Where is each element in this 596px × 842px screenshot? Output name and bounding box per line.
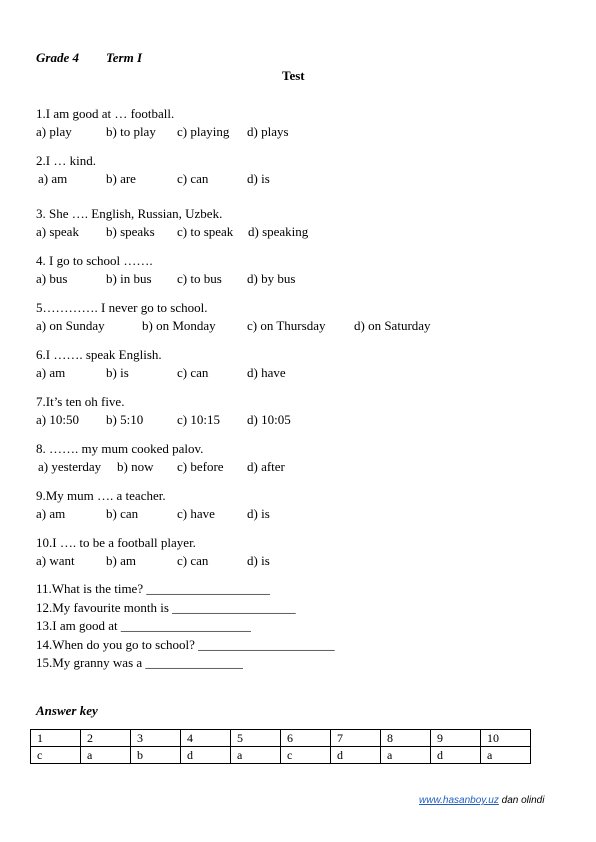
question-7-option-b: b) 5:10 [106, 412, 144, 427]
question-8-option-a: a) yesterday [38, 459, 102, 474]
footer-credit [419, 795, 544, 806]
answer-key-answer-3: b [131, 747, 181, 764]
question-1-option-b: b) to play [106, 124, 156, 139]
question-3-option-a: a) speak [36, 224, 79, 239]
question-10-option-d: d) is [247, 553, 270, 568]
footer-suffix: dan olindi [498, 795, 545, 806]
answer-key-answer-4: d [181, 747, 231, 764]
question-10-option-a: a) want [36, 553, 75, 568]
answer-key-number-8: 8 [381, 730, 431, 747]
question-3-option-d: d) speaking [248, 224, 309, 239]
question-7-option-c: c) 10:15 [177, 412, 220, 427]
question-9-option-d: d) is [247, 506, 270, 521]
question-2-option-d: d) is [247, 171, 270, 186]
question-1-option-c: c) playing [177, 124, 230, 139]
grade-label: Grade 4 [36, 50, 79, 65]
source-link[interactable]: www.hasanboy.uz [419, 795, 499, 806]
question-3-option-b: b) speaks [106, 224, 155, 239]
question-6-text: 6.I ……. speak English. [36, 347, 162, 362]
question-4-option-c: c) to bus [177, 271, 222, 286]
question-2-option-b: b) are [106, 171, 136, 186]
answer-key-number-7: 7 [331, 730, 381, 747]
question-10-option-b: b) am [106, 553, 136, 568]
answer-key-title: Answer key [36, 703, 98, 718]
answer-key-number-2: 2 [81, 730, 131, 747]
question-9-option-c: c) have [177, 506, 215, 521]
question-5-text: 5…………. I never go to school. [36, 300, 208, 315]
question-4-option-a: a) bus [36, 271, 68, 286]
open-question-15: 15.My granny was a _______________ [36, 655, 243, 670]
question-10-text: 10.I …. to be a football player. [36, 535, 196, 550]
answer-key-numbers-row [31, 730, 531, 747]
question-7-text: 7.It’s ten oh five. [36, 394, 125, 409]
question-10-option-c: c) can [177, 553, 209, 568]
answer-key-table [30, 729, 531, 764]
question-8-text: 8. ……. my mum cooked palov. [36, 441, 204, 456]
question-6-option-a: a) am [36, 365, 66, 380]
answer-key-answer-2: a [81, 747, 131, 764]
question-3-option-c: c) to speak [177, 224, 234, 239]
open-question-14: 14.When do you go to school? _____________________ [36, 636, 335, 652]
answer-key-number-6: 6 [281, 730, 331, 747]
question-6-option-d: d) have [247, 365, 286, 380]
question-2-option-a: a) am [38, 171, 68, 186]
question-1-option-d: d) plays [247, 124, 289, 139]
question-1-text: 1.I am good at … football. [36, 106, 175, 121]
question-5-option-a: a) on Sunday [36, 318, 105, 333]
answer-key-number-3: 3 [131, 730, 181, 747]
question-4-option-b: b) in bus [106, 271, 152, 286]
question-7-option-a: a) 10:50 [36, 412, 79, 427]
answer-key-answer-8: a [381, 747, 431, 764]
answer-key-number-4: 4 [181, 730, 231, 747]
open-question-13: 13.I am good at ____________________ [36, 618, 251, 633]
question-6-option-c: c) can [177, 365, 209, 380]
question-2-option-c: c) can [177, 171, 209, 186]
answer-key-answers-row [31, 747, 531, 764]
question-7-option-d: d) 10:05 [247, 412, 291, 427]
question-8-option-b: b) now [117, 459, 154, 474]
answer-key-answer-10: a [481, 747, 531, 764]
question-5-option-d: d) on Saturday [354, 318, 431, 333]
question-9-text: 9.My mum …. a teacher. [36, 488, 166, 503]
answer-key-answer-5: a [231, 747, 281, 764]
question-6-option-b: b) is [106, 365, 129, 380]
question-8-option-c: c) before [177, 459, 224, 474]
answer-key-answer-1: c [31, 747, 81, 764]
page-title: Test [282, 68, 305, 83]
question-2-text: 2.I … kind. [36, 153, 96, 168]
question-9-option-b: b) can [106, 506, 139, 521]
term-label: Term I [106, 50, 142, 65]
open-question-12: 12.My favourite month is ___________________ [36, 599, 296, 615]
question-4-option-d: d) by bus [247, 271, 296, 286]
answer-key-number-5: 5 [231, 730, 281, 747]
question-1-option-a: a) play [36, 124, 72, 139]
open-question-11: 11.What is the time? ___________________ [36, 581, 270, 596]
answer-key-number-10: 10 [481, 730, 531, 747]
question-4-text: 4. I go to school ……. [36, 253, 153, 268]
question-8-option-d: d) after [247, 459, 285, 474]
answer-key-answer-6: c [281, 747, 331, 764]
answer-key-number-9: 9 [431, 730, 481, 747]
question-9-option-a: a) am [36, 506, 66, 521]
question-5-option-c: c) on Thursday [247, 318, 326, 333]
question-3-text: 3. She …. English, Russian, Uzbek. [36, 206, 223, 221]
question-5-option-b: b) on Monday [142, 318, 216, 333]
answer-key-number-1: 1 [31, 730, 81, 747]
answer-key-answer-9: d [431, 747, 481, 764]
answer-key-answer-7: d [331, 747, 381, 764]
